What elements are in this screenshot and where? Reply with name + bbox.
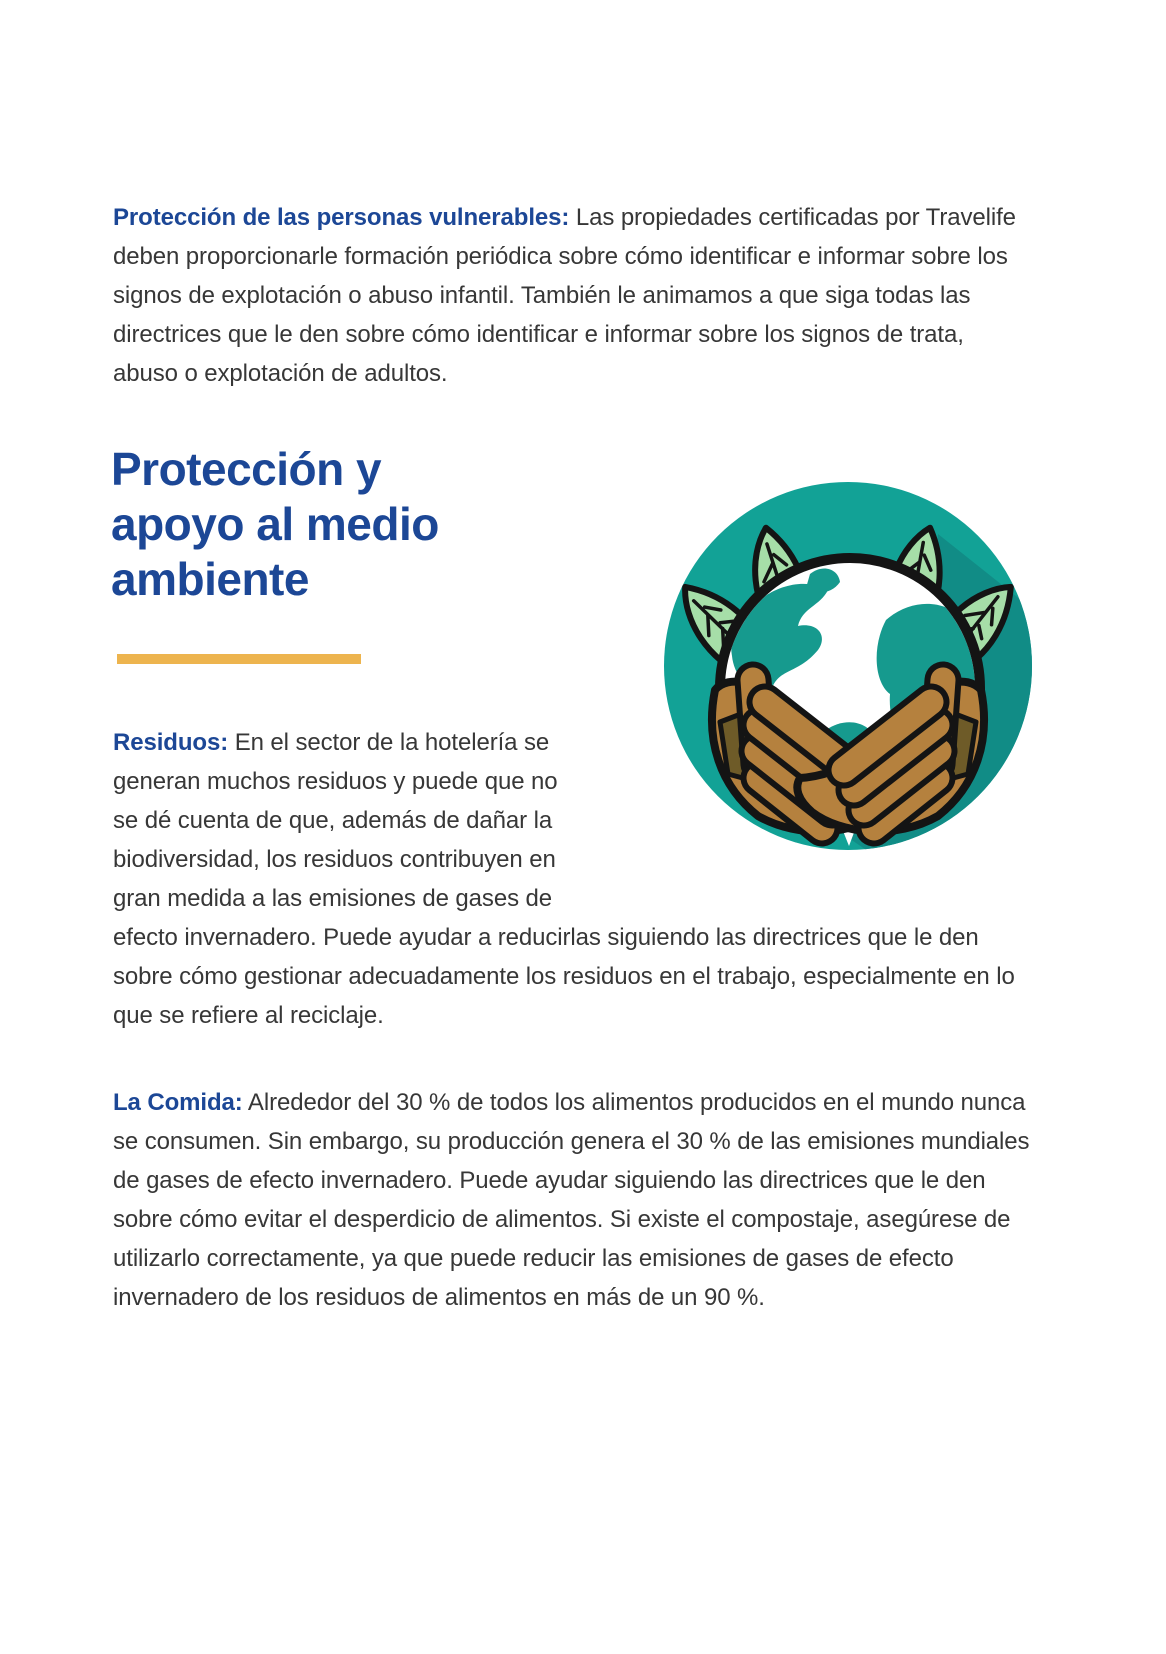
heading-underline-rule xyxy=(117,654,361,664)
paragraph-waste xyxy=(113,723,1033,1035)
vulnerable-protection-label: Protección de las personas vulnerables: xyxy=(113,204,570,231)
waste-text: En el sector de la hotelería se generan muchos residuos y puede que no se dé cuenta de que, además de dañar la biodiversidad, los residuos contribuyen en gran medida a las emisiones de gases de efecto invernadero. Puede ayudar a reducirlas siguiendo las directrices que le den sobre cómo gestionar adecuadamente los residuos en el trabajo, especialmente en lo que se refiere al reciclaje. xyxy=(113,729,1015,1029)
food-text: Alrededor del 30 % de todos los alimentos producidos en el mundo nunca se consumen. Sin embargo, su producción genera el 30 % de las emisiones mundiales de gases de efecto invernadero. Puede ayudar siguiendo las directrices que le den sobre cómo evitar el desperdicio de alimentos. Si existe el compostaje, asegúrese de utilizarlo correctamente, ya que puede reducir las emisiones de gases de efecto invernadero de los residuos de alimentos en más de un 90 %. xyxy=(113,1089,1030,1311)
paragraph-food xyxy=(113,1083,1033,1317)
image-wrap-spacer xyxy=(578,723,1033,903)
vulnerable-protection-text: Las propiedades certificadas por Travelife deben proporcionarle formación periódica sobre cómo identificar e informar sobre los signos de explotación o abuso infantil. También le animamos a que siga todas las directrices que le den sobre cómo identificar e informar sobre los signos de trata, abuso o explotación de adultos. xyxy=(113,204,1016,387)
page-title: Protección y apoyo al medio ambiente xyxy=(111,443,439,605)
waste-label: Residuos: xyxy=(113,729,229,756)
food-label: La Comida: xyxy=(113,1089,243,1116)
paragraph-vulnerable-protection xyxy=(113,198,1028,393)
